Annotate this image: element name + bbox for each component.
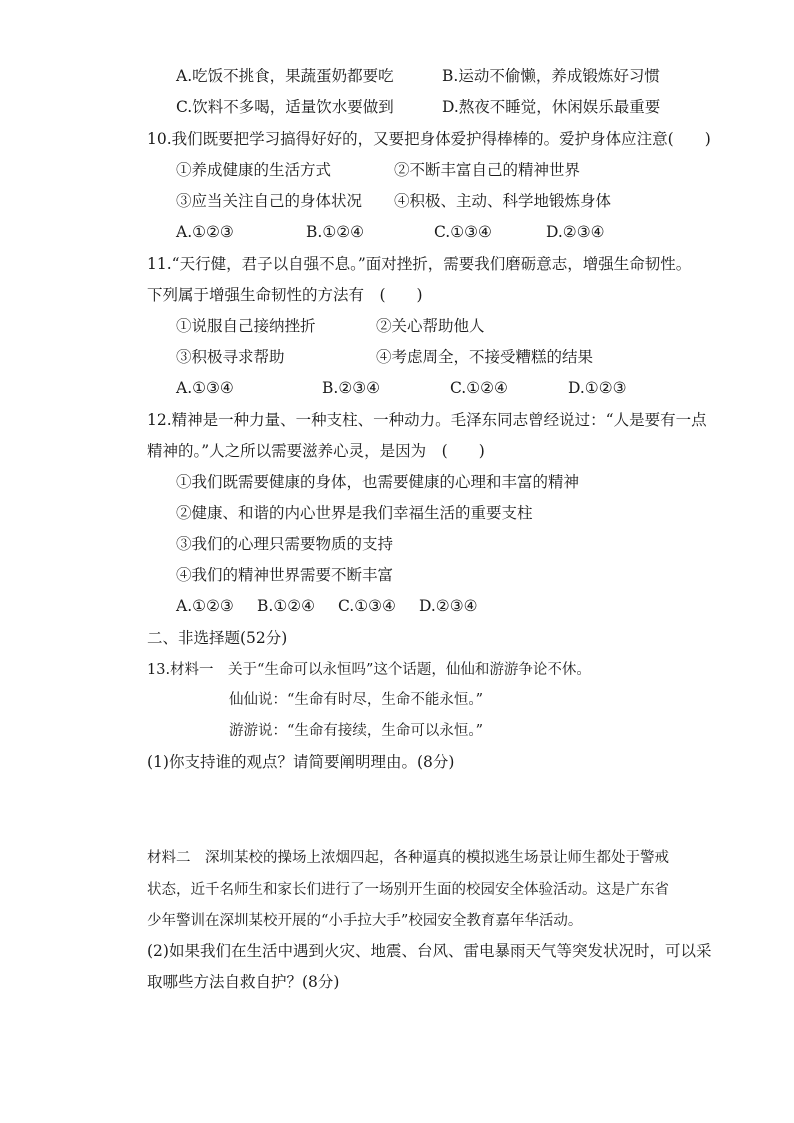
- q9-option-d: D.熬夜不睡觉，休闲娱乐最重要: [442, 98, 661, 116]
- q10-option-a: A.①②③: [176, 223, 234, 241]
- section-2-title: 二、非选择题(52分): [147, 629, 288, 647]
- q9-options-row-2: [176, 97, 660, 117]
- q11-option-b: B.②③④: [322, 379, 381, 397]
- q12-stem-line-2: 精神的。”人之所以需要滋养心灵，是因为 ( ): [147, 442, 485, 460]
- q12-option-a: A.①②③: [176, 597, 234, 615]
- q12-option-b: B.①②④: [257, 597, 316, 615]
- q11-option-a: A.①③④: [176, 379, 234, 397]
- q13-quote-2: 游游说：“生命有接续，生命可以永恒。”: [229, 723, 484, 739]
- q12-item-3: ③我们的心理只需要物质的支持: [176, 535, 394, 553]
- q10-item-1: ①养成健康的生活方式: [176, 161, 332, 179]
- q13-subquestion-2-line-1: (2)如果我们在生活中遇到火灾、地震、台风、雷电暴雨天气等突发状况时，可以采: [147, 942, 712, 960]
- q10-item-4: ④积极、主动、科学地锻炼身体: [394, 192, 612, 210]
- q11-options: [176, 378, 627, 398]
- q10-items-row-1: [176, 160, 580, 180]
- q10-item-2: ②不断丰富自己的精神世界: [394, 161, 581, 179]
- q12-option-d: D.②③④: [419, 597, 478, 615]
- q10-stem: 10.我们既要把学习搞得好好的，又要把身体爱护得棒棒的。爱护身体应注意( ): [147, 130, 711, 148]
- q12-item-1: ①我们既需要健康的身体，也需要健康的心理和丰富的精神: [176, 473, 580, 491]
- q11-option-d: D.①②③: [568, 379, 627, 397]
- q9-options-row-1: [176, 66, 660, 86]
- q13-subquestion-2-line-2: 取哪些方法自救自护？(8分): [147, 973, 340, 991]
- q13-quote-1: 仙仙说：“生命有时尽，生命不能永恒。”: [229, 692, 484, 708]
- q10-items-row-2: [176, 191, 611, 211]
- q10-option-b: B.①②④: [306, 223, 365, 241]
- q11-items-row-1: [176, 316, 485, 336]
- q9-option-c: C.饮料不多喝，适量饮水要做到: [176, 98, 394, 116]
- q12-item-2: ②健康、和谐的内心世界是我们幸福生活的重要支柱: [176, 504, 533, 522]
- q13-material-2-line-2: 状态，近千名师生和家长们进行了一场别开生面的校园安全体验活动。这是广东省: [147, 882, 669, 898]
- q9-option-b: B.运动不偷懒，养成锻炼好习惯: [442, 67, 660, 85]
- q13-material-2-line-1: 材料二 深圳某校的操场上浓烟四起，各种逼真的模拟逃生场景让师生都处于警戒: [147, 850, 669, 866]
- q13-subquestion-1: (1)你支持谁的观点？请简要阐明理由。(8分): [147, 753, 455, 771]
- q11-item-4: ④考虑周全，不接受糟糕的结果: [376, 348, 594, 366]
- q12-option-c: C.①③④: [338, 597, 396, 615]
- q11-item-3: ③积极寻求帮助: [176, 348, 285, 366]
- q11-stem-line-1: 11.“天行健，君子以自强不息。”面对挫折，需要我们磨砺意志，增强生命韧性。: [147, 255, 692, 273]
- q11-option-c: C.①②④: [450, 379, 508, 397]
- q11-stem-line-2: 下列属于增强生命韧性的方法有 ( ): [147, 286, 423, 304]
- q12-item-4: ④我们的精神世界需要不断丰富: [176, 566, 394, 584]
- q11-item-2: ②关心帮助他人: [376, 317, 485, 335]
- q12-stem-line-1: 12.精神是一种力量、一种支柱、一种动力。毛泽东同志曾经说过：“人是要有一点: [147, 411, 707, 429]
- q13-material-2-line-3: 少年警训在深圳某校开展的“小手拉大手”校园安全教育嘉年华活动。: [147, 913, 583, 929]
- q11-item-1: ①说服自己接纳挫折: [176, 317, 316, 335]
- q10-option-c: C.①③④: [434, 223, 492, 241]
- q12-options: [176, 596, 478, 616]
- q10-options: [176, 222, 605, 242]
- q11-items-row-2: [176, 347, 593, 367]
- q9-option-a: A.吃饭不挑食，果蔬蛋奶都要吃: [176, 67, 394, 85]
- q13-material-1: 13.材料一 关于“生命可以永恒吗”这个话题，仙仙和游游争论不休。: [147, 662, 591, 678]
- q10-option-d: D.②③④: [546, 223, 605, 241]
- q10-item-3: ③应当关注自己的身体状况: [176, 192, 363, 210]
